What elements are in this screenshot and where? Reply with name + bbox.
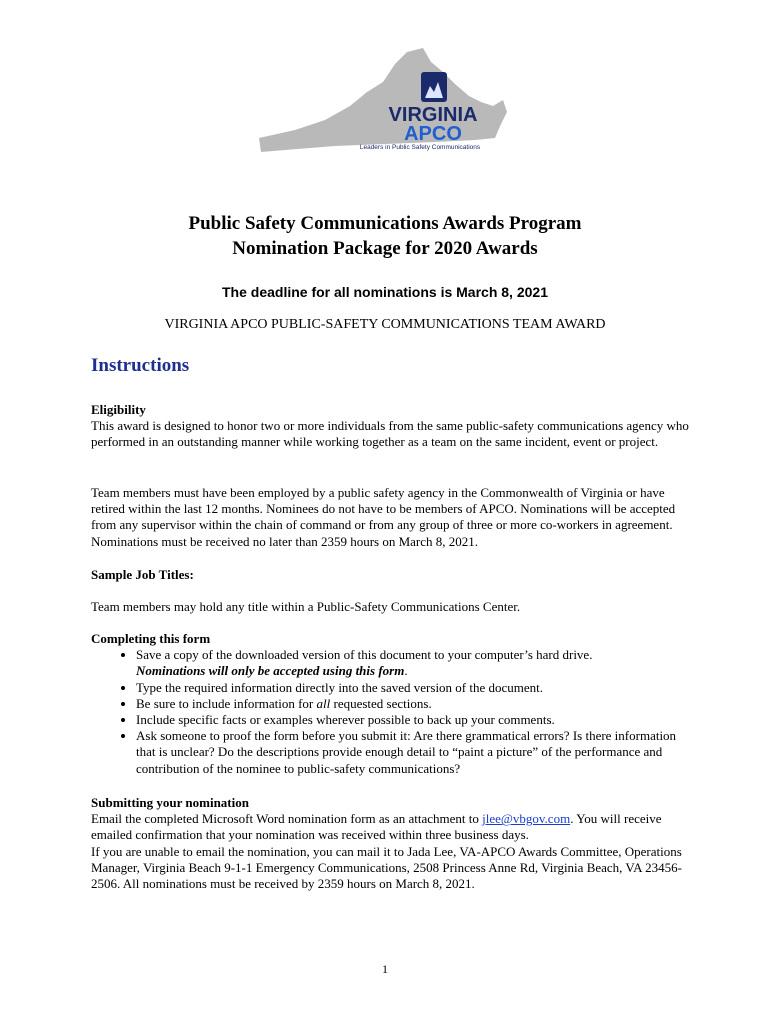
virginia-apco-logo — [255, 42, 515, 160]
eligibility-heading: Eligibility — [91, 402, 146, 417]
sample-titles-heading: Sample Job Titles: — [91, 567, 194, 582]
eligibility-section — [91, 402, 691, 451]
eligibility-paragraph-1: This award is designed to honor two or more individuals from the same public-safety communications agency who performed in an outstanding manner while working together as a team on the same incident, event or project. — [91, 418, 689, 450]
list-item-end: . — [404, 663, 408, 679]
list-item — [136, 696, 691, 712]
eligibility-paragraph-2: Team members must have been employed by a public safety agency in the Commonwealth of Virginia or have retired within the last 12 months. Nominees do not have to be members of APCO. Nominations will be accepted from any supervisor within the chain of command or from any group of three or more co-workers in agreement. Nominations must be received no later than 2359 hours on March 8, 2021. — [91, 485, 676, 549]
list-item-text: Be sure to include information for — [136, 695, 317, 711]
logo-line1: VIRGINIA — [388, 104, 478, 126]
completing-list — [91, 647, 691, 777]
instructions-heading: Instructions — [91, 355, 190, 376]
list-item-emphasis: all — [316, 695, 331, 711]
submitting-text: . You will receive emailed confirmation that your nomination was received within three business days. — [91, 811, 662, 843]
completing-heading: Completing this form — [91, 631, 211, 646]
logo-line2: APCO — [404, 123, 462, 145]
sample-titles-text: Team members may hold any title within a Public-Safety Communications Center. — [91, 599, 521, 614]
submitting-text: Email the completed Microsoft Word nomination form as an attachment to — [91, 811, 483, 827]
submitting-paragraph-2: If you are unable to email the nomination, you can mail it to Jada Lee, VA-APCO Awards Committee, Operations Manager, Virginia Beach 9-1-1 Emergency Communications, 2508 Princess Anne Rd, Virginia Beach, VA 23456-2506. All nominations must be received by 2359 hours on March 8, 2021. — [91, 843, 682, 892]
award-name: VIRGINIA APCO PUBLIC-SAFETY COMMUNICATIONS TEAM AWARD — [164, 317, 606, 332]
title-line-2: Nomination Package for 2020 Awards — [232, 238, 538, 259]
list-item: • Type the required information directly into the saved version of the document. — [136, 680, 691, 696]
deadline-text: The deadline for all nominations is March 8, 2021 — [222, 284, 548, 300]
submitting-paragraph-1 — [91, 811, 691, 843]
list-item — [136, 647, 691, 679]
title-line-1: Public Safety Communications Awards Program — [188, 213, 582, 234]
completing-section — [91, 631, 691, 777]
page-number: 1 — [382, 962, 388, 976]
virginia-state-map-icon — [255, 42, 515, 160]
list-item: • Include specific facts or examples wherever possible to back up your comments. — [136, 712, 691, 728]
list-item-text: Save a copy of the downloaded version of this document to your computer’s hard drive. — [136, 647, 593, 663]
submitting-heading: Submitting your nomination — [91, 795, 249, 810]
submitting-section — [91, 795, 691, 892]
email-link[interactable]: jlee@vbgov.com — [482, 811, 571, 827]
list-item-text: requested sections. — [330, 695, 432, 711]
logo-tagline: Leaders in Public Safety Communications — [359, 144, 481, 151]
list-item: • Ask someone to proof the form before you submit it: Are there grammatical errors? Is there information that is unclear? Do the descriptions provide enough detail to “paint a picture” of the performance and contribution of the nominee to public-safety communications? — [136, 728, 691, 777]
list-item-emphasis: Nominations will only be accepted using this form — [136, 663, 405, 679]
